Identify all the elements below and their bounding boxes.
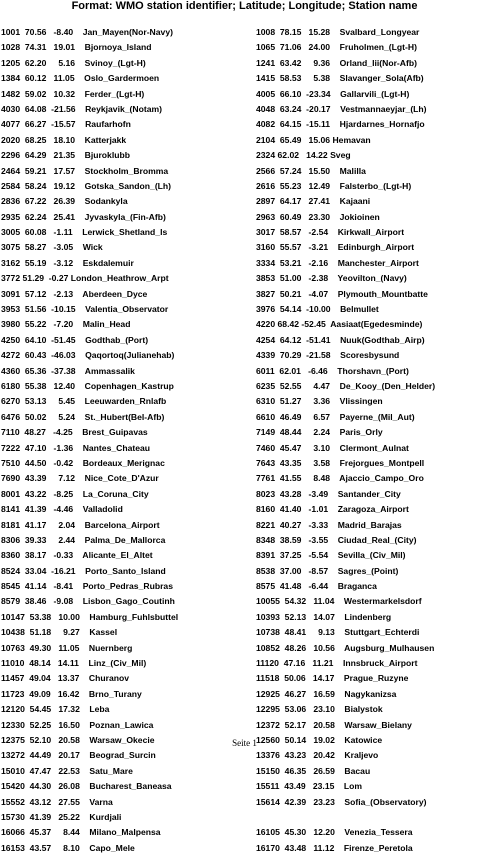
station-row: 12120 54.45 17.32 Leba [1,704,110,715]
station-row: 15552 43.12 27.55 Varna [1,796,113,807]
station-row: 2616 55.23 12.49 Falsterbo_(Lgt-H) [256,180,412,191]
page-number: Seite 1 [232,738,257,748]
station-row: 3853 51.00 -2.38 Yeovilton_(Navy) [256,273,407,284]
station-row: 6476 50.02 5.24 St._Hubert(Bel-Afb) [1,411,165,422]
station-row: 13376 43.23 20.42 Kraljevo [256,750,379,761]
station-row: 10438 51.18 9.27 Kassel [1,627,118,638]
station-row: 3976 54.14 -10.00 Belmullet [256,304,379,315]
station-row: 4339 70.29 -21.58 Scoresbysund [256,350,400,361]
station-row: 11120 47.16 11.21 Innsbruck_Airport [256,658,418,669]
station-row: 1008 78.15 15.28 Svalbard_Longyear [256,27,420,37]
station-row: 4360 65.36 -37.38 Ammassalik [1,365,135,376]
station-row: 3772 51.29 -0.27 London_Heathrow_Arpt [1,273,169,284]
station-row: 2104 65.49 15.06 Hemavan [256,134,371,145]
station-row: 1065 71.06 24.00 Fruholmen_(Lgt-H) [256,42,417,53]
station-row: 3827 50.21 -4.07 Plymouth_Mountbatte [256,288,428,299]
station-row: 11457 49.04 13.37 Churanov [1,673,130,684]
station-row: 16066 45.37 8.44 Milano_Malpensa [1,827,161,838]
station-row: 6610 46.49 6.57 Payerne_(Mil_Aut) [256,411,415,422]
station-row: 12560 50.14 19.02 Katowice [256,734,383,745]
station-row: 4048 63.24 -20.17 Vestmannaeyjar_(Lh) [256,103,427,114]
station-row: 2836 67.22 26.39 Sodankyla [1,196,128,207]
station-row: 15614 42.39 23.23 Sofia_(Observatory) [256,796,427,807]
station-row: 8524 33.04 -16.21 Porto_Santo_Island [1,565,166,576]
station-column-right [256,25,489,856]
station-row: 11518 50.06 14.17 Prague_Ruzyne [256,673,409,684]
station-row: 1241 63.42 9.36 Orland_Iii(Nor-Afb) [256,57,417,68]
station-row: 6011 62.01 -6.46 Thorshavn_(Port) [256,365,409,376]
station-column-left [1,25,246,856]
station-row: 2566 57.24 15.50 Malilla [256,165,366,176]
station-row: 7510 44.50 -0.42 Bordeaux_Merignac [1,457,165,468]
station-row: 8391 37.25 -5.54 Sevilla_(Civ_Mil) [256,550,406,561]
station-row: 1001 70.56 -8.40 Jan_Mayen(Nor-Navy) [1,27,173,37]
station-row: 3075 58.27 -3.05 Wick [1,242,103,253]
station-row: 7761 41.55 8.48 Ajaccio_Campo_Oro [256,473,424,484]
station-row: 3334 53.21 -2.16 Manchester_Airport [256,257,419,268]
station-row: 15730 41.39 25.22 Kurdjali [1,811,122,822]
station-row: 2963 60.49 23.30 Jokioinen [256,211,380,222]
station-row: 2935 62.24 25.41 Jyvaskyla_(Fin-Afb) [1,211,166,222]
station-row: 4250 64.10 -51.45 Godthab_(Port) [1,334,149,345]
station-row [256,810,489,825]
station-row: 15010 47.47 22.53 Satu_Mare [1,765,133,776]
station-row: 12295 53.06 23.10 Bialystok [256,704,383,715]
station-row: 11723 49.09 16.42 Brno_Turany [1,688,142,699]
station-row: 4077 66.27 -15.57 Raufarhofn [1,119,131,130]
station-row: 6310 51.27 3.36 Vlissingen [256,396,383,407]
station-row: 6270 53.13 5.45 Leeuwarden_Rnlafb [1,396,167,407]
station-row: 1205 62.20 5.16 Svinoy_(Lgt-H) [1,57,146,68]
station-row: 12375 52.10 20.58 Warsaw_Okecie [1,734,155,745]
station-row: 3005 60.08 -1.11 Lerwick_Shetland_Is [1,227,168,238]
station-row: 4030 64.08 -21.56 Reykjavik_(Notam) [1,103,162,114]
station-row: 15511 43.49 23.15 Lom [256,781,363,792]
station-row: 8221 40.27 -3.33 Madrid_Barajas [256,519,402,530]
station-row: 3980 55.22 -7.20 Malin_Head [1,319,131,330]
station-row: 8160 41.40 -1.01 Zaragoza_Airport [256,504,409,515]
station-row: 8538 37.00 -8.57 Sagres_(Point) [256,565,399,576]
station-row: 7643 43.35 3.58 Frejorgues_Montpell [256,457,425,468]
station-row: 7149 48.44 2.24 Paris_Orly [256,427,383,438]
station-row: 8141 41.39 -4.46 Valladolid [1,504,123,515]
station-row: 2324 62.02 14.22 Sveg [256,150,351,161]
station-row: 7222 47.10 -1.36 Nantes_Chateau [1,442,151,453]
station-row: 2897 64.17 27.41 Kajaani [256,196,371,207]
station-row: 8579 38.46 -9.08 Lisbon_Gago_Coutinh [1,596,175,607]
station-row: 16153 43.57 8.10 Capo_Mele [1,842,135,853]
station-row: 8575 41.48 -6.44 Braganca [256,581,377,592]
station-row: 3162 55.19 -3.12 Eskdalemuir [1,257,134,268]
station-row: 2296 64.29 21.35 Bjuroklubb [1,150,130,161]
station-row: 10393 52.13 14.07 Lindenberg [256,611,392,622]
station-row: 4272 60.43 -46.03 Qaqortoq(Julianehab) [1,350,175,361]
station-row: 10852 48.26 10.56 Augsburg_Mulhausen [256,642,435,653]
station-row: 10763 49.30 11.05 Nuernberg [1,642,133,653]
station-row: 7460 45.47 3.10 Clermont_Aulnat [256,442,409,453]
station-row: 8181 41.17 2.04 Barcelona_Airport [1,519,160,530]
station-row: 8023 43.28 -3.49 Santander_City [256,488,401,499]
station-row: 11010 48.14 14.11 Linz_(Civ_Mil) [1,658,147,669]
station-row: 1482 59.02 10.32 Ferder_(Lgt-H) [1,88,145,99]
station-row: 15420 44.30 26.08 Bucharest_Baneasa [1,781,172,792]
station-row: 1415 58.53 5.38 Slavanger_Sola(Afb) [256,73,424,84]
station-row: 12372 52.17 20.58 Warsaw_Bielany [256,719,412,730]
station-row: 12330 52.25 16.50 Poznan_Lawica [1,719,154,730]
station-row: 8360 38.17 -0.33 Alicante_El_Altet [1,550,153,561]
page-title: Format: WMO station identifier; Latitude; Longitude; Station name [71,0,418,12]
station-row: 8001 43.22 -8.25 La_Coruna_City [1,488,149,499]
station-row: 4082 64.15 -15.11 Hjardarnes_Hornafjo [256,119,425,130]
station-row: 12925 46.27 16.59 Nagykanizsa [256,688,397,699]
station-row: 16170 43.48 11.12 Firenze_Peretola [256,842,413,853]
station-row: 3091 57.12 -2.13 Aberdeen_Dyce [1,288,148,299]
station-row: 10055 54.32 11.04 Westermarkelsdorf [256,596,422,607]
station-row: 8306 39.33 2.44 Palma_De_Mallorca [1,534,166,545]
station-row: 6180 55.38 12.40 Copenhagen_Kastrup [1,380,174,391]
station-row: 7690 43.39 7.12 Nice_Cote_D'Azur [1,473,159,484]
station-row: 13272 44.49 20.17 Beograd_Surcin [1,750,156,761]
station-row: 1028 74.31 19.01 Bjornoya_Island [1,42,152,53]
station-row: 3953 51.56 -10.15 Valentia_Observator [1,304,169,315]
station-row: 10738 48.41 9.13 Stuttgart_Echterdi [256,627,420,638]
station-row: 3017 58.57 -2.54 Kirkwall_Airport [256,227,405,238]
station-row: 3160 55.57 -3.21 Edinburgh_Airport [256,242,415,253]
station-row: 8545 41.14 -8.41 Porto_Pedras_Rubras [1,581,173,592]
station-row: 2464 59.21 17.57 Stockholm_Bromma [1,165,169,176]
station-row: 10147 53.38 10.00 Hamburg_Fuhlsbuttel [1,611,179,622]
station-row: 16105 45.30 12.20 Venezia_Tessera [256,827,413,838]
station-row: 1384 60.12 11.05 Oslo_Gardermoen [1,73,160,84]
station-row: 6235 52.55 4.47 De_Kooy_(Den_Helder) [256,380,436,391]
station-row: 4220 68.42 -52.45 Aasiaat(Egedesminde) [256,319,423,330]
station-row: 4254 64.12 -51.41 Nuuk(Godthab_Airp) [256,334,425,345]
station-row: 4005 66.10 -23.34 Gallarvili_(Lgt-H) [256,88,410,99]
station-row: 7110 48.27 -4.25 Brest_Guipavas [1,427,148,438]
station-row: 15150 46.35 26.59 Bacau [256,765,371,776]
station-row: 2020 68.25 18.10 Katterjakk [1,134,127,145]
station-row: 2584 58.24 19.12 Gotska_Sandon_(Lh) [1,180,172,191]
station-row: 8348 38.59 -3.55 Ciudad_Real_(City) [256,534,417,545]
